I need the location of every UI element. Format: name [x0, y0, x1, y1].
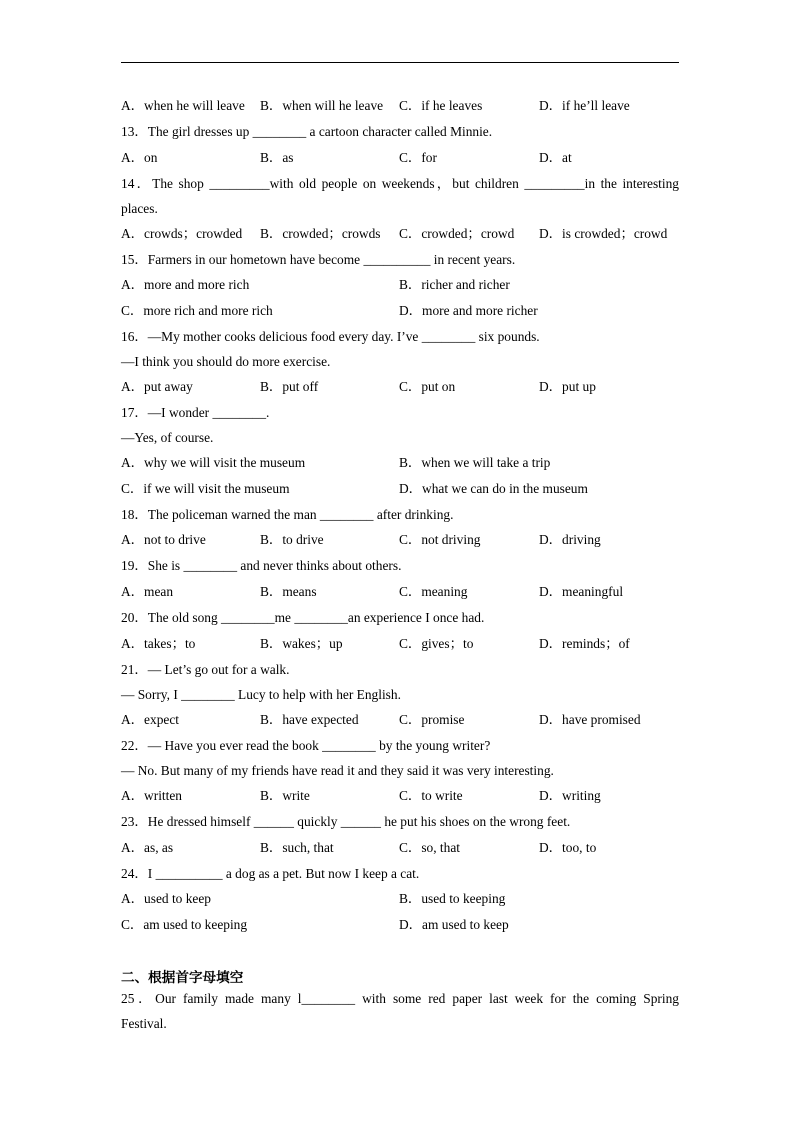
- q24-option-c: C．am used to keeping: [121, 917, 248, 932]
- q23-stem: 23．He dressed himself ______ quickly ______ he put his shoes on the wrong feet.: [121, 814, 571, 829]
- q20-option-a: A．takes；to: [121, 636, 196, 651]
- q14-stem-line2: places.: [121, 201, 158, 216]
- q25-line2: Festival.: [121, 1016, 167, 1031]
- q15-option-a: A．more and more rich: [121, 277, 250, 292]
- q14-option-c: C．crowded；crowd: [399, 226, 515, 241]
- q12-option-a: A．when he will leave: [121, 98, 245, 113]
- q12-option-b: B．when will he leave: [260, 98, 384, 113]
- q18-stem: 18．The policeman warned the man ________ after drinking.: [121, 507, 454, 522]
- q16-option-a: A．put away: [121, 379, 193, 394]
- q18-option-b: B．to drive: [260, 532, 324, 547]
- q15-option-b: B．richer and richer: [399, 277, 510, 292]
- q13-option-a: A．on: [121, 150, 158, 165]
- q21-option-c: C．promise: [399, 712, 465, 727]
- q12-option-d: D．if he’ll leave: [539, 98, 630, 113]
- q15-option-d: D．more and more richer: [399, 303, 538, 318]
- q24-option-a: A．used to keep: [121, 891, 211, 906]
- q16-option-b: B．put off: [260, 379, 319, 394]
- q14-option-d: D．is crowded；crowd: [539, 226, 668, 241]
- q25-line1: 25．Our family made many l________ with some red paper last week for the coming Spring: [121, 991, 679, 1006]
- q17-option-a: A．why we will visit the museum: [121, 455, 306, 470]
- header-rule: [121, 62, 679, 63]
- q17-option-d: D．what we can do in the museum: [399, 481, 588, 496]
- q17-option-c: C．if we will visit the museum: [121, 481, 290, 496]
- q19-option-a: A．mean: [121, 584, 174, 599]
- q24-stem: 24．I __________ a dog as a pet. But now I keep a cat.: [121, 866, 420, 881]
- q20-stem: 20．The old song ________me ________an experience I once had.: [121, 610, 485, 625]
- q21-option-b: B．have expected: [260, 712, 359, 727]
- q17-option-b: B．when we will take a trip: [399, 455, 551, 470]
- q21-option-d: D．have promised: [539, 712, 641, 727]
- q16-option-c: C．put on: [399, 379, 456, 394]
- q16-stem: 16．—My mother cooks delicious food every day. I’ve ________ six pounds.: [121, 329, 540, 344]
- q13-option-d: D．at: [539, 150, 572, 165]
- q22-option-c: C．to write: [399, 788, 463, 803]
- q16-reply: —I think you should do more exercise.: [121, 354, 331, 369]
- q24-option-b: B．used to keeping: [399, 891, 506, 906]
- q13-option-c: C．for: [399, 150, 437, 165]
- q21-reply: — Sorry, I ________ Lucy to help with her English.: [121, 687, 401, 702]
- q15-stem: 15．Farmers in our hometown have become __________ in recent years.: [121, 252, 516, 267]
- q18-option-a: A．not to drive: [121, 532, 206, 547]
- q19-option-d: D．meaningful: [539, 584, 624, 599]
- q22-stem: 22．— Have you ever read the book ________ by the young writer?: [121, 738, 491, 753]
- q13-stem: 13．The girl dresses up ________ a cartoon character called Minnie.: [121, 124, 493, 139]
- q20-option-d: D．reminds；of: [539, 636, 630, 651]
- q17-reply: —Yes, of course.: [121, 430, 214, 445]
- q16-option-d: D．put up: [539, 379, 596, 394]
- q18-option-d: D．driving: [539, 532, 601, 547]
- q14-option-b: B．crowded；crowds: [260, 226, 381, 241]
- section-heading: 二、根据首字母填空: [121, 970, 244, 986]
- q21-option-a: A．expect: [121, 712, 180, 727]
- q13-option-b: B．as: [260, 150, 294, 165]
- q19-stem: 19．She is ________ and never thinks about others.: [121, 558, 402, 573]
- q23-option-a: A．as, as: [121, 840, 174, 855]
- q19-option-c: C．meaning: [399, 584, 468, 599]
- q22-option-a: A．written: [121, 788, 182, 803]
- q20-option-b: B．wakes；up: [260, 636, 343, 651]
- q23-option-b: B．such, that: [260, 840, 334, 855]
- q17-stem: 17．—I wonder ________.: [121, 405, 270, 420]
- q19-option-b: B．means: [260, 584, 317, 599]
- q18-option-c: C．not driving: [399, 532, 481, 547]
- q20-option-c: C．gives；to: [399, 636, 474, 651]
- q23-option-c: C．so, that: [399, 840, 461, 855]
- q21-stem: 21．— Let’s go out for a walk.: [121, 662, 290, 677]
- q24-option-d: D．am used to keep: [399, 917, 509, 932]
- q12-option-c: C．if he leaves: [399, 98, 483, 113]
- q23-option-d: D．too, to: [539, 840, 597, 855]
- q22-reply: — No. But many of my friends have read it and they said it was very interesting.: [121, 763, 554, 778]
- q14-option-a: A．crowds；crowded: [121, 226, 243, 241]
- q14-stem-line1: 14．The shop _________with old people on weekends，but children _________in the interesting: [121, 176, 679, 191]
- q22-option-b: B．write: [260, 788, 310, 803]
- q15-option-c: C．more rich and more rich: [121, 303, 273, 318]
- q22-option-d: D．writing: [539, 788, 601, 803]
